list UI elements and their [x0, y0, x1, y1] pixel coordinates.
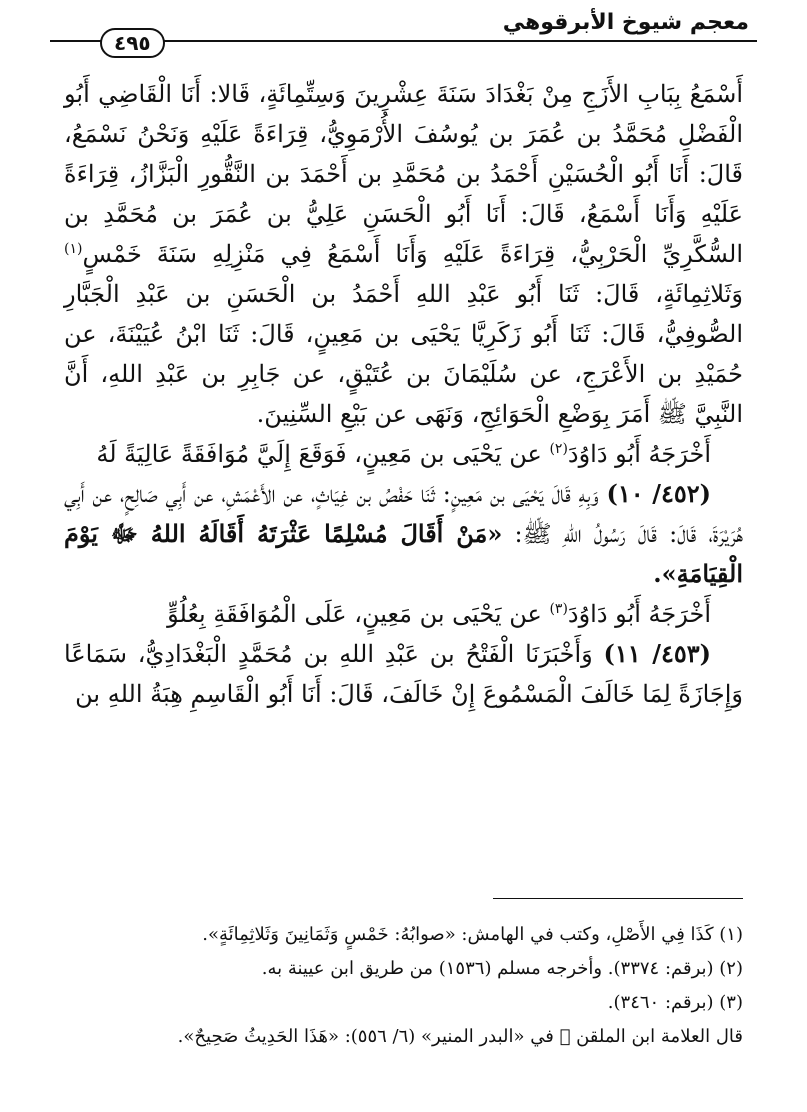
paragraph — [64, 594, 743, 634]
paragraph-text: عن يَحْيَى بن مَعِينٍ، فَوَقَعَ إِلَيَّ مُوَافَقَةً عَالِيَةً لَهُ — [96, 440, 542, 468]
paragraph-text: وَبِهِ قَالَ يَحْيَى بن مَعِينٍ: ثَنَا حَفْصُ بن غِيَاثٍ، عن الأَعْمَشِ، عن أَبِي صَالِحٍ، عن أَبِي هُرَيْرَةَ، قَالَ: قَالَ رَسُولُ اللهِ ﷺ: — [64, 480, 743, 548]
hadith-number: (٤٥٣/ ١١) — [603, 639, 711, 668]
footnote: قال العلامة ابن الملقن ﷫ في «البدر المنير» (٦/ ٥٥٦): «هَذَا الحَدِيثُ صَحِيحٌ». — [177, 1026, 743, 1047]
paragraph-text: وَثَلاثِمِائَةٍ، قَالَ: ثَنَا أَبُو عَبْدِ اللهِ أَحْمَدُ بن الْحَسَنِ بن عَبْدِ الْجَبَّارِ الصُّوفِيُّ، قَالَ: ثَنَا أَبُو زَكَرِيَّا يَحْيَى بن مَعِينٍ، قَالَ: ثَنَا ابْنُ عُيَيْنَةَ، عن حُمَيْدِ بن الأَعْرَجِ، عن سُلَيْمَانَ بن عُتَيْقٍ، عن جَابِرِ بن عَبْدِ اللهِ، أَنَّ النَّبِيَّ ﷺ أَمَرَ بِوَضْعِ الْحَوَائِجِ، وَنَهَى عن بَيْعِ السِّنِينَ. — [64, 280, 743, 428]
footnote-ref: (٢) — [549, 441, 568, 457]
paragraph-text: وَأَخْبَرَنَا الْفَتْحُ بن عَبْدِ اللهِ بن مُحَمَّدٍ الْبَغْدَادِيُّ، سَمَاعًا وَإِجَازَةً لِمَا خَالَفَ الْمَسْمُوعَ إِنْ خَالَفَ، قَالَ: أَنَا أَبُو الْقَاسِمِ هِبَةُ اللهِ بن — [64, 640, 743, 708]
paragraph — [64, 434, 743, 474]
page-header — [50, 8, 757, 55]
paragraph — [64, 74, 743, 434]
hadith-quote: «مَنْ أَقَالَ مُسْلِمًا عَثْرَتَهُ أَقَالَهُ اللهُ ﷻ يَوْمَ الْقِيَامَةِ». — [64, 519, 743, 588]
paragraph-text: أَخْرَجَهُ أَبُو دَاوُدَ — [567, 440, 711, 468]
footnote-ref: (١) — [64, 241, 83, 257]
paragraph-text: أَسْمَعُ بِبَابِ الأَزَجِ مِنْ بَغْدَادَ سَنَةَ عِشْرِينَ وَسِتِّمِائَةٍ، قَالا: أَنَا الْقَاضِي أَبُو الْفَضْلِ مُحَمَّدُ بن عُمَرَ بن يُوسُفَ الأُرْمَوِيُّ، قِرَاءَةً عَلَيْهِ وَنَحْنُ نَسْمَعُ، قَالَ: أَنَا أَبُو الْحُسَيْنِ أَحْمَدُ بن مُحَمَّدِ بن أَحْمَدَ بن النَّقُّورِ الْبَزَّازُ، قِرَاءَةً عَلَيْهِ وَأَنَا أَسْمَعُ، قَالَ: أَنَا أَبُو الْحَسَنِ عَلِيُّ بن عُمَرَ بن مُحَمَّدِ بن السُّكَّرِيِّ الْحَرْبِيُّ، قِرَاءَةً عَلَيْهِ وَأَنَا أَسْمَعُ فِي مَنْزِلِهِ سَنَةَ خَمْسٍ — [64, 80, 743, 268]
footnote: (١) كَذَا فِي الأَصْلِ، وكتب في الهامش: «صوابُهُ: خَمْسٍ وَثَمَانِينَ وَثَلاثِمِائَةٍ». — [202, 924, 743, 945]
hadith-paragraph — [64, 474, 743, 594]
paragraph-text: عن يَحْيَى بن مَعِينٍ، عَلَى الْمُوَافَقَةِ بِعُلُوٍّ — [167, 600, 542, 628]
hadith-paragraph — [64, 634, 743, 714]
footnote: (٢) (برقم: ٣٣٧٤). وأخرجه مسلم (١٥٣٦) من طريق ابن عيينة به. — [261, 958, 743, 979]
page-number: ٤٩٥ — [100, 28, 165, 58]
footnote-rule — [493, 898, 743, 899]
book-title: معجم شيوخ الأبرقوهي — [502, 10, 749, 35]
hadith-number: (٤٥٢/ ١٠) — [606, 479, 711, 508]
footnote: (٣) (برقم: ٣٤٦٠). — [607, 992, 743, 1013]
body-text — [64, 74, 743, 714]
footnotes — [64, 918, 743, 1054]
footnote-ref: (٣) — [549, 601, 568, 617]
paragraph-text: أَخْرَجَهُ أَبُو دَاوُدَ — [567, 600, 711, 628]
